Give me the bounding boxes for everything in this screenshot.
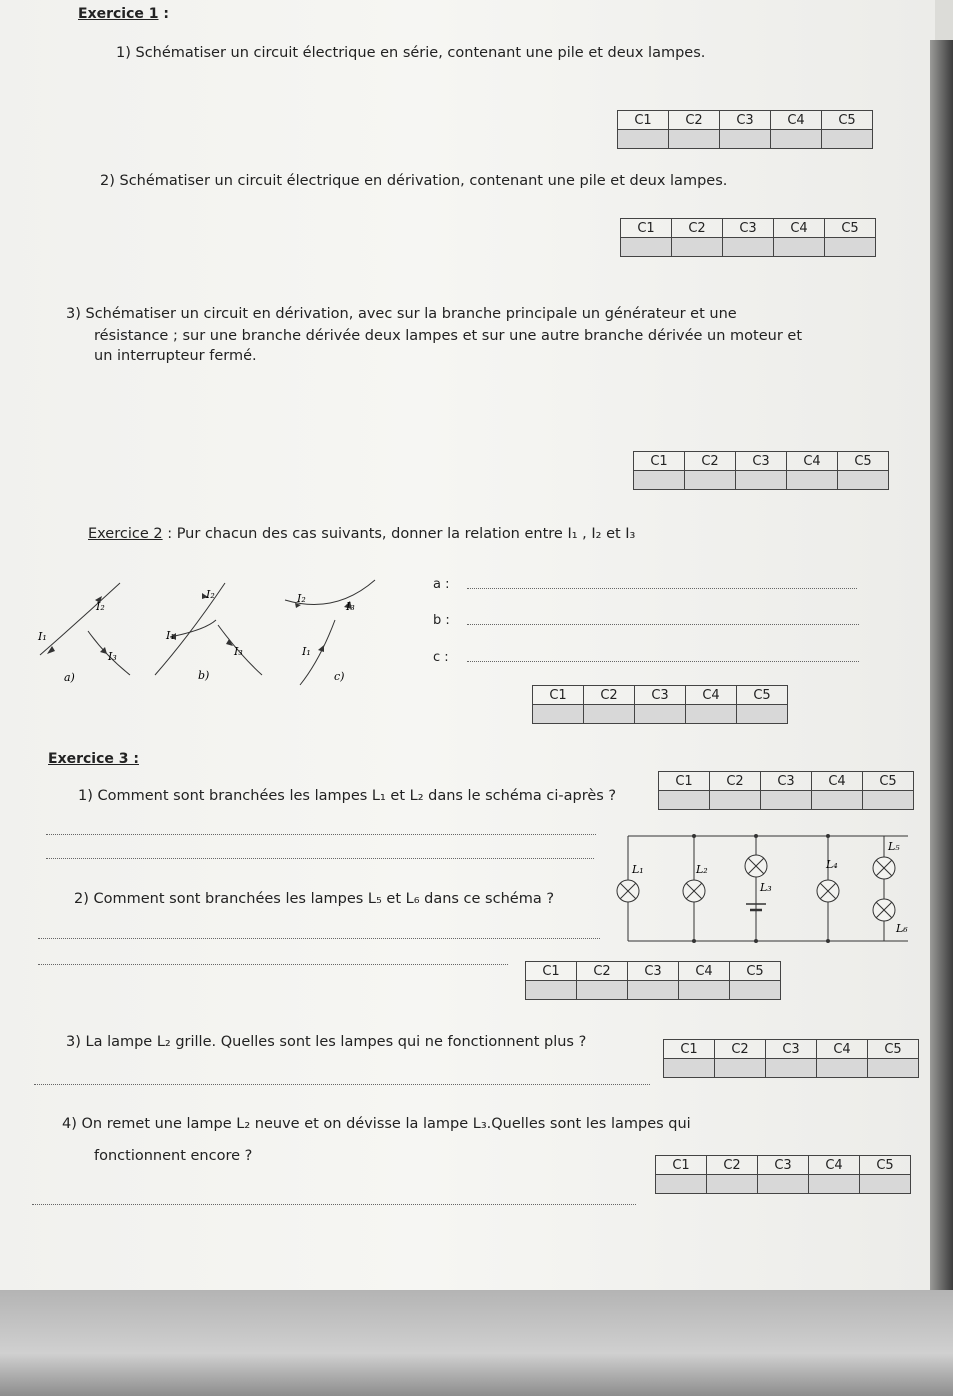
grid-cell[interactable] [618,130,669,149]
background-surface [0,1290,953,1396]
page-edge-shadow [930,40,953,1300]
grid-header: C1 [618,111,669,130]
exercise-3-title: Exercice 3 : [48,751,139,767]
grid-header: C1 [533,686,584,705]
grid-cell[interactable] [533,705,584,724]
answer-line-3-1a[interactable] [46,834,596,835]
grid-cell[interactable] [656,1175,707,1194]
grid-header: C5 [838,452,889,471]
answer-line-3-2b[interactable] [38,964,508,965]
exercise-1-colon: : [158,6,169,22]
question-1-3-line-2: résistance ; sur une branche dérivée deux lampes et sur une autre branche dérivée un moteur et [94,328,803,344]
lamp-label-l2: L₂ [696,863,708,876]
grid-header: C2 [584,686,635,705]
grid-header: C2 [672,219,723,238]
grid-header: C4 [686,686,737,705]
grid-cell[interactable] [825,238,876,257]
grid-header: C3 [723,219,774,238]
current-label-i3: I₃ [346,600,355,613]
answer-label-b: b : [433,613,450,628]
grid-header: C4 [787,452,838,471]
grid-cell[interactable] [634,471,685,490]
lamp-label-l3: L₃ [760,881,772,894]
grid-header: C1 [656,1156,707,1175]
grid-header: C5 [737,686,788,705]
grading-grid [525,961,781,1000]
question-1-1: 1) Schématiser un circuit électrique en série, contenant une pile et deux lampes. [116,45,706,61]
grid-cell[interactable] [720,130,771,149]
current-label-i2: I₂ [206,588,215,601]
grid-header: C5 [825,219,876,238]
exercise-1-title: Exercice 1 [78,6,159,22]
grid-cell[interactable] [736,471,787,490]
grid-cell[interactable] [761,791,812,810]
question-3-4-line-1: 4) On remet une lampe L₂ neuve et on dévisse la lampe L₃.Quelles sont les lampes qui [62,1116,691,1132]
grid-cell[interactable] [685,471,736,490]
grid-header: C4 [774,219,825,238]
grid-cell[interactable] [710,791,761,810]
grid-cell[interactable] [723,238,774,257]
question-1-3-line-1: 3) Schématiser un circuit en dérivation, avec sur la branche principale un générateur et une [66,306,737,322]
grid-cell[interactable] [526,981,577,1000]
answer-line-b[interactable] [467,624,859,625]
grid-header: C3 [766,1040,817,1059]
lamp-label-l4: L₄ [826,858,838,871]
grid-cell[interactable] [812,791,863,810]
grading-grid [617,110,873,149]
grid-header: C4 [809,1156,860,1175]
answer-line-3-2a[interactable] [38,938,600,939]
grid-cell[interactable] [577,981,628,1000]
grid-cell[interactable] [863,791,914,810]
answer-line-a[interactable] [467,588,857,589]
grid-cell[interactable] [787,471,838,490]
grid-cell[interactable] [679,981,730,1000]
grid-cell[interactable] [771,130,822,149]
grid-cell[interactable] [774,238,825,257]
lamp-circuit-diagram [608,826,930,948]
question-3-3: 3) La lampe L₂ grille. Quelles sont les lampes qui ne fonctionnent plus ? [66,1034,587,1050]
grid-cell[interactable] [868,1059,919,1078]
grid-cell[interactable] [838,471,889,490]
grid-header: C5 [822,111,873,130]
grid-cell[interactable] [809,1175,860,1194]
grid-header: C2 [707,1156,758,1175]
exercise-1-heading [78,4,169,25]
grid-cell[interactable] [758,1175,809,1194]
grid-cell[interactable] [635,705,686,724]
grid-header: C4 [817,1040,868,1059]
grid-cell[interactable] [707,1175,758,1194]
grid-cell[interactable] [664,1059,715,1078]
grid-header: C1 [634,452,685,471]
grid-header: C3 [628,962,679,981]
grid-header: C3 [736,452,787,471]
grid-cell[interactable] [730,981,781,1000]
question-3-2: 2) Comment sont branchées les lampes L₅ et L₆ dans ce schéma ? [74,891,555,907]
question-3-4-line-2: fonctionnent encore ? [94,1148,253,1164]
grid-header: C1 [526,962,577,981]
grid-cell[interactable] [766,1059,817,1078]
grid-cell[interactable] [686,705,737,724]
lamp-label-l5: L₅ [888,840,900,853]
current-label-i1: I₁ [302,645,311,658]
exercise-2-title: Exercice 2 [88,526,163,542]
question-3-1: 1) Comment sont branchées les lampes L₁ et L₂ dans le schéma ci-après ? [78,788,617,804]
grid-cell[interactable] [737,705,788,724]
figure-label-c: c) [334,670,345,683]
lamp-label-l6: L₆ [896,922,908,935]
grid-header: C5 [863,772,914,791]
grid-cell[interactable] [621,238,672,257]
grid-header: C3 [635,686,686,705]
answer-label-c: c : [433,650,449,665]
grid-cell[interactable] [672,238,723,257]
answer-label-a: a : [433,577,450,592]
grid-cell[interactable] [659,791,710,810]
grid-header: C3 [758,1156,809,1175]
grading-grid [633,451,889,490]
grading-grid [620,218,876,257]
grid-header: C1 [664,1040,715,1059]
current-label-i3: I₃ [234,645,243,658]
answer-line-3-3[interactable] [34,1084,650,1085]
grid-cell[interactable] [817,1059,868,1078]
grading-grid [532,685,788,724]
grid-header: C2 [685,452,736,471]
figure-label-b: b) [198,669,210,682]
grid-header: C3 [720,111,771,130]
current-label-i2: I₂ [297,592,306,605]
grading-grid [663,1039,919,1078]
grid-header: C1 [621,219,672,238]
current-label-i2: I₂ [96,600,105,613]
current-label-i1: I₁ [166,629,175,642]
grid-cell[interactable] [715,1059,766,1078]
grid-header: C4 [812,772,863,791]
grid-header: C3 [761,772,812,791]
grid-cell[interactable] [822,130,873,149]
grid-header: C2 [669,111,720,130]
current-junction-figures [30,575,390,690]
grid-header: C1 [659,772,710,791]
grid-header: C5 [860,1156,911,1175]
grid-header: C2 [577,962,628,981]
figure-label-a: a) [64,671,75,684]
lamp-label-l1: L₁ [632,863,644,876]
grid-cell[interactable] [669,130,720,149]
grid-header: C4 [679,962,730,981]
grid-header: C2 [715,1040,766,1059]
grid-header: C2 [710,772,761,791]
exercise-2-statement: : Pur chacun des cas suivants, donner la relation entre I₁ , I₂ et I₃ [162,526,636,542]
grading-grid [655,1155,911,1194]
question-1-2: 2) Schématiser un circuit électrique en dérivation, contenant une pile et deux lampes. [100,173,728,189]
grid-header: C4 [771,111,822,130]
exercise-2-heading [88,524,635,545]
grid-header: C5 [868,1040,919,1059]
answer-line-c[interactable] [467,661,859,662]
answer-line-3-4[interactable] [32,1204,636,1205]
answer-line-3-1b[interactable] [46,858,594,859]
current-label-i1: I₁ [38,630,47,643]
grid-header: C5 [730,962,781,981]
question-1-3-line-3: un interrupteur fermé. [94,348,257,364]
grid-cell[interactable] [584,705,635,724]
grid-cell[interactable] [628,981,679,1000]
grid-cell[interactable] [860,1175,911,1194]
current-label-i3: I₃ [108,650,117,663]
grading-grid [658,771,914,810]
